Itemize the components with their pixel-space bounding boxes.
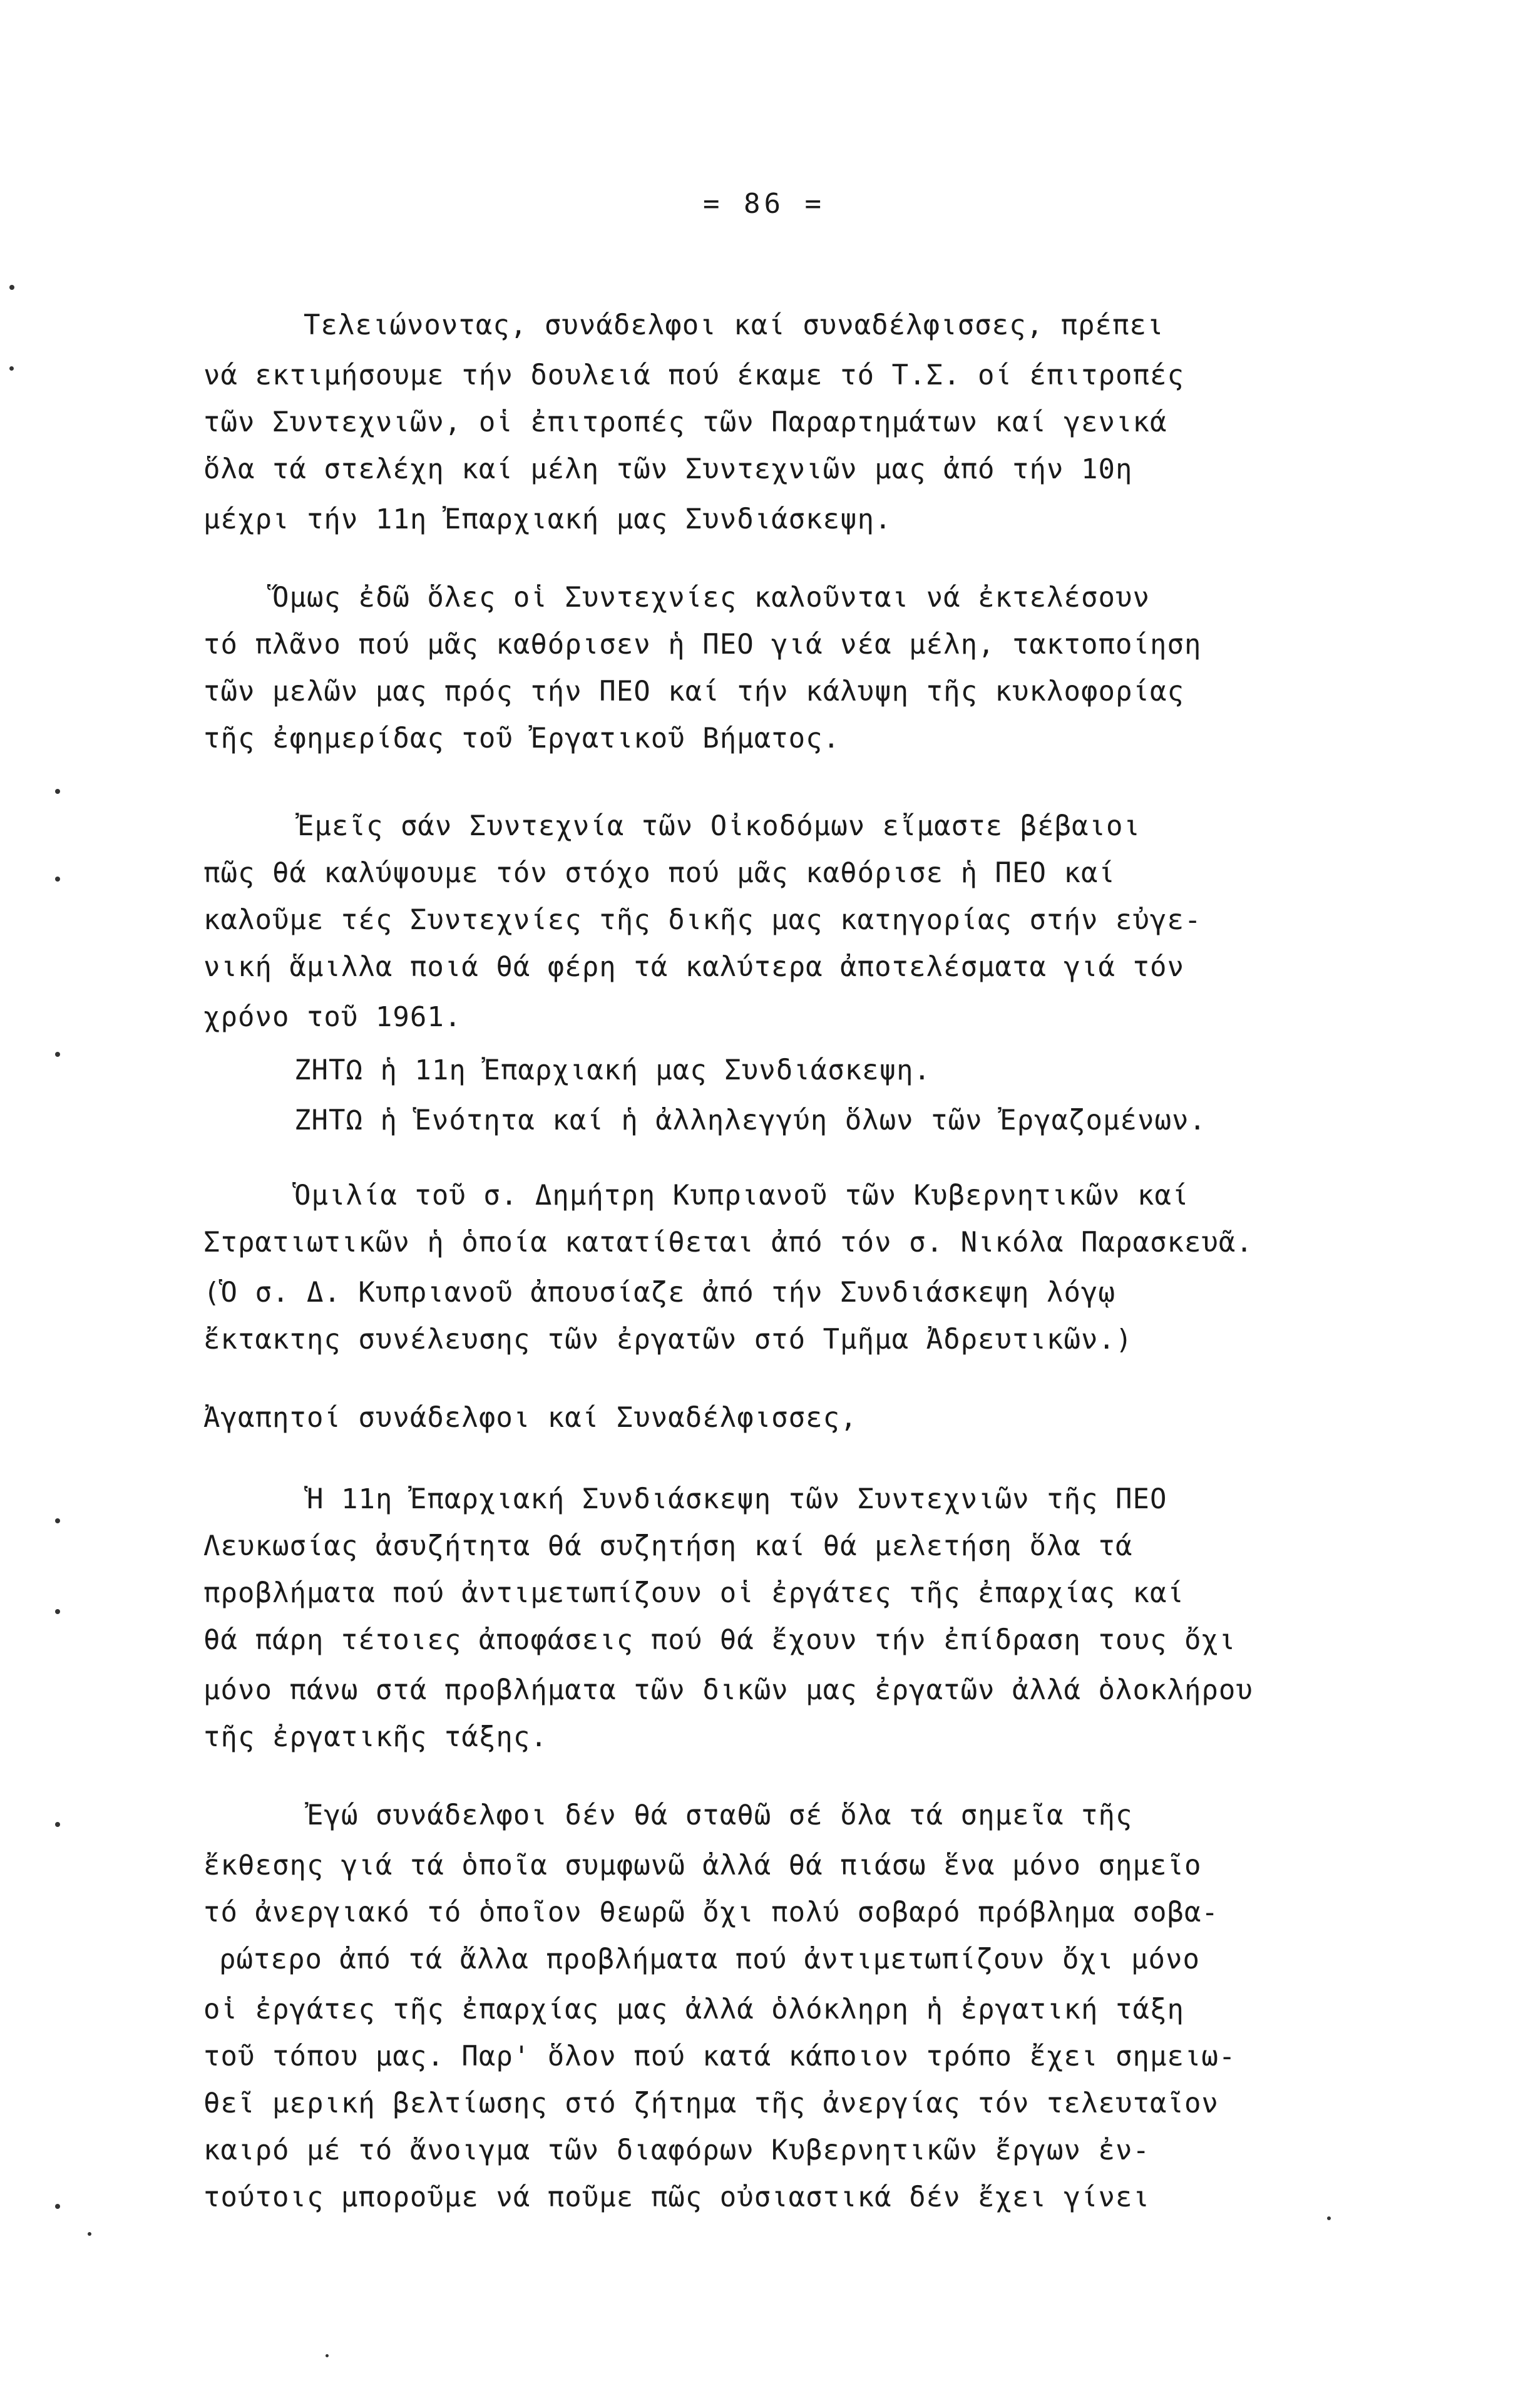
text-line: Στρατιωτικῶν ἡ ὁποία κατατίθεται ἀπό τόν σ. Νικόλα Παρασκευᾶ. (203, 1227, 1253, 1258)
text-line: ὅλα τά στελέχη καί μέλη τῶν Συντεχνιῶν μας ἀπό τήν 10η (203, 453, 1133, 485)
scan-speck (1327, 2216, 1331, 2220)
scan-speck (55, 1518, 60, 1523)
text-line: καλοῦμε τές Συντεχνίες τῆς δικῆς μας κατηγορίας στήν εὐγε- (203, 904, 1202, 936)
text-line: θά πάρη τέτοιες ἀποφάσεις πού θά ἔχουν τήν ἐπίδραση τους ὄχι (203, 1624, 1236, 1656)
text-line: πῶς θά καλύψουμε τόν στόχο πού μᾶς καθόρισε ἡ ΠΕΟ καί (203, 857, 1115, 889)
salutation-line: Ἀγαπητοί συνάδελφοι καί Συναδέλφισσες, (203, 1402, 858, 1434)
text-line: προβλήματα πού ἀντιμετωπίζουν οἱ ἐργάτες τῆς ἐπαρχίας καί (203, 1577, 1184, 1609)
text-line: μέχρι τήν 11η Ἐπαρχιακή μας Συνδιάσκεψη. (203, 503, 892, 535)
scan-speck (55, 1609, 60, 1614)
text-line: ἔκτακτης συνέλευσης τῶν ἐργατῶν στό Τμῆμα Ἀδρευτικῶν.) (203, 1324, 1133, 1356)
text-line: Ἡ 11η Ἐπαρχιακή Συνδιάσκεψη τῶν Συντεχνιῶν τῆς ΠΕΟ (307, 1483, 1167, 1515)
scan-speck (55, 1052, 60, 1057)
text-line: μόνο πάνω στά προβλήματα τῶν δικῶν μας ἐργατῶν ἀλλά ὁλοκλήρου (203, 1674, 1253, 1706)
slogan-line: ΖΗΤΩ ἡ 11η Ἐπαρχιακή μας Συνδιάσκεψη. (294, 1054, 931, 1086)
text-line: νά εκτιμήσουμε τήν δουλειά πού έκαμε τό Τ.Σ. οί έπιτροπές (203, 359, 1184, 391)
text-line: τῶν μελῶν μας πρός τήν ΠΕΟ καί τήν κάλυψη τῆς κυκλοφορίας (203, 676, 1184, 707)
text-line: χρόνο τοῦ 1961. (203, 1001, 462, 1033)
text-line: νική ἅμιλλα ποιά θά φέρη τά καλύτερα ἀποτελέσματα γιά τόν (203, 951, 1184, 983)
text-line: οἱ ἐργάτες τῆς ἐπαρχίας μας ἀλλά ὁλόκληρη ἡ ἐργατική τάξη (203, 1994, 1184, 2025)
text-line: ἔκθεσης γιά τά ὁποῖα συμφωνῶ ἀλλά θά πιάσω ἕνα μόνο σημεῖο (203, 1850, 1202, 1881)
text-line: τοῦ τόπου μας. Παρ' ὅλον πού κατά κάποιον τρόπο ἔχει σημειω- (203, 2040, 1236, 2072)
text-line: (Ὁ σ. Δ. Κυπριανοῦ ἀπουσίαζε ἀπό τήν Συνδιάσκεψη λόγῳ (203, 1277, 1115, 1309)
text-line: τό ἀνεργιακό τό ὁποῖον θεωρῶ ὄχι πολύ σοβαρό πρόβλημα σοβα- (203, 1896, 1219, 1928)
text-line: Τελειώνοντας, συνάδελφοι καί συναδέλφισσες, πρέπει (304, 309, 1164, 341)
text-line: ρώτερο ἀπό τά ἄλλα προβλήματα πού ἀντιμετωπίζουν ὄχι μόνο (219, 1943, 1200, 1975)
scan-speck (9, 285, 14, 290)
text-line: τούτοις μποροῦμε νά ποῦμε πῶς οὐσιαστικά δέν ἔχει γίνει (203, 2181, 1150, 2213)
text-line: Ἐμεῖς σάν Συντεχνία τῶν Οἰκοδόμων εἴμαστε βέβαιοι (297, 810, 1141, 842)
text-line: θεῖ μερική βελτίωσης στό ζήτημα τῆς ἀνεργίας τόν τελευταῖον (203, 2087, 1219, 2119)
text-line: Ὅμως ἐδῶ ὅλες οἱ Συντεχνίες καλοῦνται νά ἐκτελέσουν (272, 582, 1151, 614)
text-line: Λευκωσίας ἀσυζήτητα θά συζητήση καί θά μελετήση ὅλα τά (203, 1530, 1133, 1562)
text-line: τῆς ἐφημερίδας τοῦ Ἐργατικοῦ Βήματος. (203, 723, 841, 754)
scan-speck (55, 789, 60, 794)
text-line: Ὁμιλία τοῦ σ. Δημήτρη Κυπριανοῦ τῶν Κυβερνητικῶν καί (294, 1180, 1189, 1212)
scan-speck (55, 1822, 60, 1827)
scan-speck (9, 366, 14, 371)
scan-speck (88, 2232, 91, 2236)
slogan-line: ΖΗΤΩ ἡ Ἑνότητα καί ἡ ἀλληλεγγύη ὅλων τῶν Ἐργαζομένων. (294, 1104, 1206, 1136)
scan-speck (326, 2354, 329, 2357)
page-number: = 86 = (703, 188, 825, 220)
text-line: Ἐγώ συνάδελφοι δέν θά σταθῶ σέ ὅλα τά σημεῖα τῆς (307, 1799, 1133, 1831)
text-line: τό πλᾶνο πού μᾶς καθόρισεν ἡ ΠΕΟ γιά νέα μέλη, τακτοποίηση (203, 629, 1202, 661)
text-line: καιρό μέ τό ἄνοιγμα τῶν διαφόρων Κυβερνητικῶν ἔργων ἐν- (203, 2134, 1150, 2166)
scan-speck (55, 2204, 60, 2209)
text-line: τῶν Συντεχνιῶν, οἱ ἐπιτροπές τῶν Παραρτημάτων καί γενικά (203, 406, 1167, 438)
text-line: τῆς ἐργατικῆς τάξης. (203, 1721, 548, 1753)
scan-speck (55, 877, 60, 882)
